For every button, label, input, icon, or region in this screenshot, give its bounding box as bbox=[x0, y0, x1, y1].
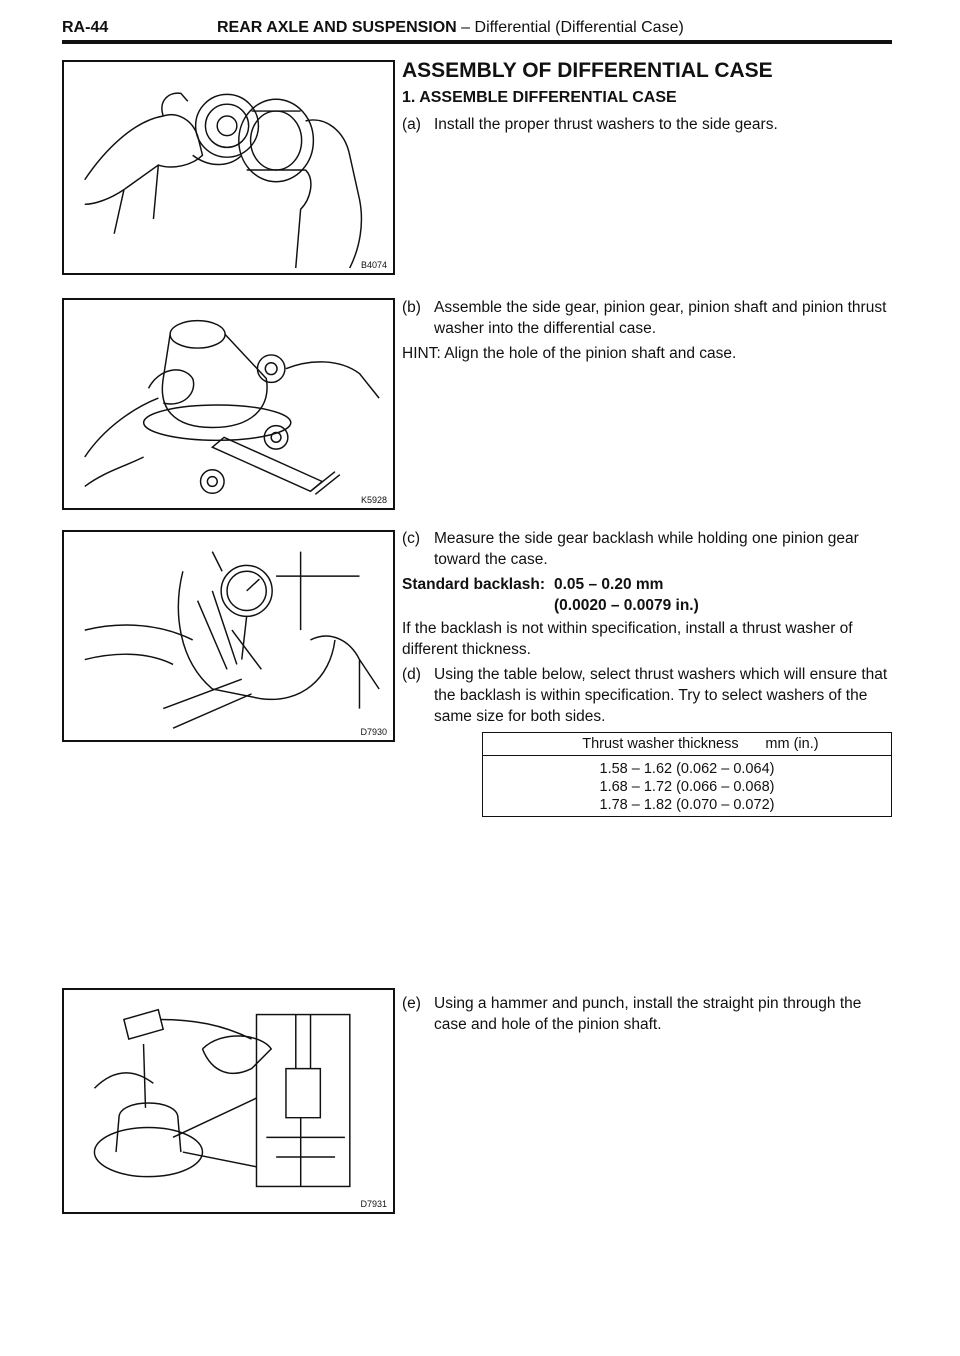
step-text: Measure the side gear backlash while holding one pinion gear toward the case. bbox=[434, 530, 859, 568]
illustration-hammer-punch bbox=[64, 990, 393, 1212]
procedure-title: ASSEMBLY OF DIFFERENTIAL CASE bbox=[402, 59, 773, 82]
header-unit: mm (in.) bbox=[765, 736, 819, 752]
backlash-label: Standard backlash: bbox=[402, 576, 545, 593]
step-label: (b) bbox=[402, 299, 421, 316]
step-b-block bbox=[402, 297, 894, 364]
figure-code: D7931 bbox=[360, 1199, 387, 1209]
figure-code: K5928 bbox=[360, 495, 387, 505]
standard-backlash bbox=[402, 574, 894, 616]
step-a bbox=[402, 114, 894, 135]
figure-assemble-gears bbox=[62, 298, 395, 510]
step-e bbox=[402, 993, 894, 1035]
step-label: (c) bbox=[402, 530, 421, 547]
hint-text: HINT: Align the hole of the pinion shaft and case. bbox=[402, 345, 737, 362]
page-header bbox=[62, 18, 892, 44]
section-title-block bbox=[402, 60, 894, 135]
table-row: 1.58 – 1.62 (0.062 – 0.064) bbox=[599, 761, 775, 777]
page-number: RA-44 bbox=[62, 19, 109, 36]
step-text: Install the proper thrust washers to the side gears. bbox=[434, 116, 778, 133]
step-b bbox=[402, 297, 894, 339]
section-title: REAR AXLE AND SUSPENSION bbox=[217, 19, 457, 36]
thrust-washer-table bbox=[482, 732, 892, 817]
table-row: 1.78 – 1.82 (0.070 – 0.072) bbox=[599, 797, 775, 813]
table-cell bbox=[483, 756, 892, 817]
figure-install-thrust-washer bbox=[62, 60, 395, 275]
step-heading: 1. ASSEMBLE DIFFERENTIAL CASE bbox=[402, 89, 677, 106]
step-d bbox=[402, 664, 894, 727]
figure-install-straight-pin bbox=[62, 988, 395, 1214]
step-label: (a) bbox=[402, 116, 421, 133]
step-text: Assemble the side gear, pinion gear, pinion shaft and pinion thrust washer into the differential case. bbox=[434, 299, 887, 337]
step-label: (d) bbox=[402, 666, 421, 683]
table-header bbox=[483, 733, 892, 756]
backlash-in: (0.0020 – 0.0079 in.) bbox=[554, 597, 699, 614]
step-text: Using the table below, select thrust washers which will ensure that the backlash is within specification. Try to select washers of the same size for both sides. bbox=[434, 666, 888, 725]
illustration-differential-case bbox=[64, 300, 393, 508]
figure-measure-backlash bbox=[62, 530, 395, 742]
header-thickness: Thrust washer thickness bbox=[582, 736, 739, 752]
table-row: 1.68 – 1.72 (0.066 – 0.068) bbox=[599, 779, 775, 795]
step-text: Using a hammer and punch, install the straight pin through the case and hole of the pinion shaft. bbox=[434, 995, 862, 1033]
backlash-mm: 0.05 – 0.20 mm bbox=[554, 576, 664, 593]
figure-code: B4074 bbox=[360, 260, 387, 270]
step-label: (e) bbox=[402, 995, 421, 1012]
figure-code: D7930 bbox=[360, 727, 387, 737]
table-header-row bbox=[483, 733, 892, 756]
step-e-block bbox=[402, 993, 894, 1035]
step-c bbox=[402, 528, 894, 570]
step-c-block bbox=[402, 528, 894, 727]
table-body-row bbox=[483, 756, 892, 817]
illustration-hands-side-gear bbox=[64, 62, 393, 273]
subsection-title: – Differential (Differential Case) bbox=[456, 19, 684, 36]
illustration-dial-indicator bbox=[64, 532, 393, 740]
not-within-text: If the backlash is not within specification, install a thrust washer of different thickness. bbox=[402, 620, 853, 658]
backlash-values bbox=[554, 574, 699, 616]
